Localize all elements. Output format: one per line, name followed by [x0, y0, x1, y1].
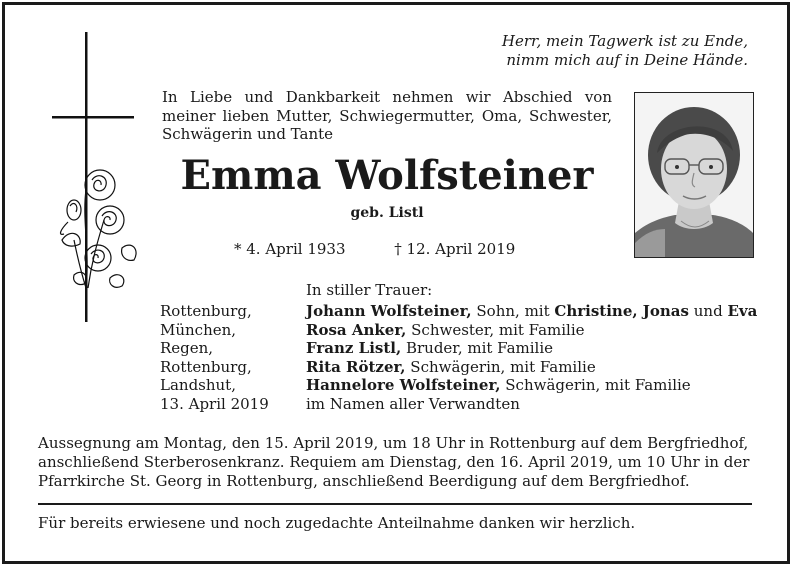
thanks-note: Für bereits erwiesene und noch zugedachte Anteilnahme danken wir herzlich. — [38, 514, 636, 532]
motto-verse — [430, 32, 748, 70]
mourner-relation: Schwägerin, mit Familie — [500, 376, 691, 394]
mourner-entry — [306, 395, 520, 414]
portrait-image — [635, 93, 753, 257]
mourner-place: Rottenburg, — [160, 302, 252, 320]
mourner-name-3: Eva — [727, 302, 758, 320]
mourner-place: München, — [160, 320, 237, 339]
mourner-name: Rosa Anker, — [306, 320, 407, 339]
mourner-entry — [306, 339, 553, 358]
mourner-relation: im Namen aller Verwandten — [306, 394, 520, 413]
cross-with-roses-icon — [52, 30, 142, 330]
mourner-name: Rita Rötzer, — [306, 357, 406, 376]
mourner-relation: Schwägerin, mit Familie — [405, 357, 596, 376]
mourner-entry — [306, 376, 691, 395]
death-date: † 12. April 2019 — [394, 240, 516, 258]
mourner-relation: Sohn, mit — [471, 302, 555, 320]
intro-text: In Liebe und Dankbarkeit nehmen wir Abschied von meiner lieben Mutter, Schwiegermutter, Oma, Schwester, Schwägerin und Tante — [162, 88, 612, 143]
motto-line-1: Herr, mein Tagwerk ist zu Ende, — [501, 32, 748, 50]
deceased-name: Emma Wolfsteiner — [180, 152, 594, 199]
list-item — [160, 321, 760, 340]
list-item — [160, 376, 760, 395]
mourner-entry — [306, 358, 596, 377]
mourners-list — [160, 302, 760, 413]
funeral-service-info: Aussegnung am Montag, den 15. April 2019, um 18 Uhr in Rottenburg auf dem Bergfriedhof, anschließend Sterberosenkranz. Requiem am Dienstag, den 16. April 2019, um 10 Uhr in der Pfarrkirche St. Georg in Rottenburg, anschließend Beerdigung auf dem Bergfriedhof. — [38, 434, 750, 490]
mourner-place: Landshut, — [160, 376, 236, 394]
mourner-name: Hannelore Wolfsteiner, — [306, 376, 501, 394]
life-dates — [234, 240, 594, 258]
list-item — [160, 395, 760, 414]
mourner-place: Rottenburg, — [160, 357, 252, 376]
mourner-relation: Bruder, mit Familie — [401, 339, 554, 357]
list-item — [160, 358, 760, 377]
divider — [38, 503, 752, 505]
motto-line-2: nimm mich auf in Deine Hände. — [506, 51, 748, 69]
mourner-name-2: Christine, Jonas — [554, 302, 689, 320]
mourning-title: In stiller Trauer: — [306, 281, 433, 299]
mourner-relation: Schwester, mit Familie — [406, 320, 585, 339]
birth-date: * 4. April 1933 — [234, 240, 346, 258]
list-item — [160, 339, 760, 358]
mourner-entry — [306, 321, 585, 340]
mourner-name: Franz Listl, — [306, 339, 402, 357]
mourner-name: Johann Wolfsteiner, — [306, 302, 472, 320]
mourner-entry — [306, 302, 757, 321]
list-item — [160, 302, 760, 321]
mourner-relation-2: und — [688, 302, 728, 320]
portrait-photo — [634, 92, 754, 258]
mourner-place: Regen, — [160, 339, 214, 357]
announcement-date: 13. April 2019 — [160, 394, 269, 413]
birth-name: geb. Listl — [350, 205, 424, 221]
